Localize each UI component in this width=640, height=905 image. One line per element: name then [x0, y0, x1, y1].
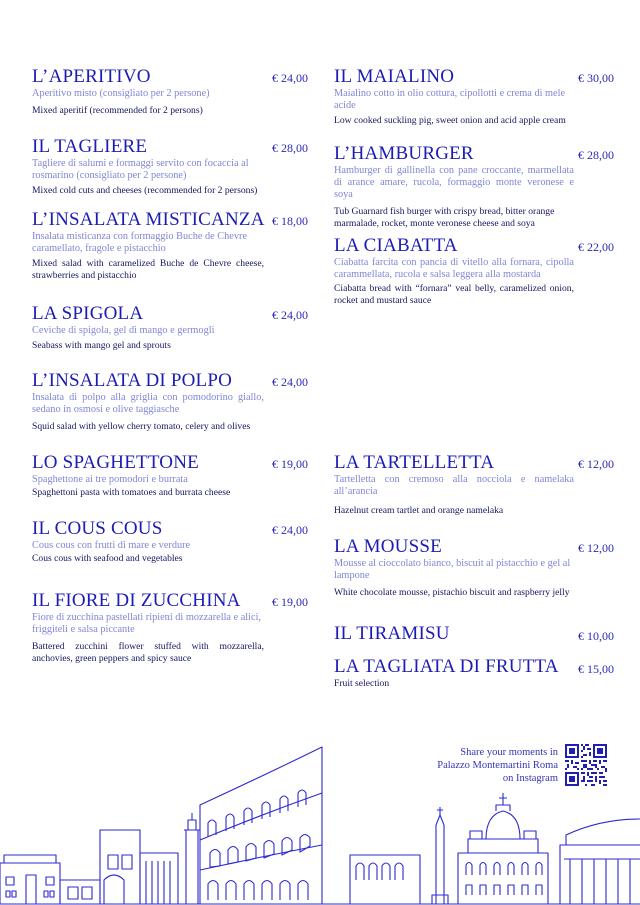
item-description-it: Fiore di zucchina pastellati ripieni di mozzarella e alici, friggiteli e salsa piccante [32, 612, 262, 635]
instagram-line: Palazzo Montemartini Roma [437, 760, 558, 771]
item-description-it: Insalata misticanza con formaggio Buche de Chevre caramellato, fragole e pistacchio [32, 231, 248, 254]
item-description-en: Tub Guarnard fish burger with crispy bread, bitter orange marmalade, rocket, monte veronese cheese and soya [334, 206, 555, 229]
item-price: € 24,00 [272, 71, 308, 85]
item-description-en: White chocolate mousse, pistachio biscuit and raspberry jelly [334, 587, 570, 598]
menu-item-maialino [334, 66, 614, 127]
menu-item-spigola [32, 303, 308, 352]
item-description-it: Insalata di polpo alla griglia con pomodorino giallo, sedano in osmosi e olive taggiasche [32, 392, 264, 415]
item-title: LO SPAGHETTONE [32, 452, 199, 473]
menu-item-tartelletta [334, 452, 614, 517]
item-description-en: Hazelnut cream tartlet and orange namelaka [334, 505, 504, 516]
item-price: € 15,00 [578, 662, 614, 676]
item-price: € 19,00 [272, 457, 308, 471]
item-description-en: Low cooked suckling pig, sweet onion and acid apple cream [334, 115, 566, 126]
item-description-it: Tagliere di salumi e formaggi servito con focaccia al rosmarino (consigliato per 2 persone) [32, 158, 249, 181]
item-description-it: Maialino cotto in olio cottura, cipollotti e crema di mele acide [334, 88, 566, 111]
item-title: IL MAIALINO [334, 66, 455, 87]
item-price: € 28,00 [272, 141, 308, 155]
item-price: € 30,00 [578, 71, 614, 85]
rome-skyline-illustration [0, 735, 640, 905]
item-price: € 24,00 [272, 308, 308, 322]
item-description-en: Fruit selection [334, 678, 390, 689]
menu-item-insalata-misticanza [32, 209, 308, 282]
menu-item-tiramisu [334, 623, 614, 644]
item-description-en: Spaghettoni pasta with tomatoes and burrata cheese [32, 487, 231, 498]
instagram-line: on Instagram [502, 773, 558, 784]
item-description-en: Ciabatta bread with “fornara” veal belly, caramelized onion, rocket and mustard sauce [334, 283, 574, 306]
item-title: IL TAGLIERE [32, 136, 148, 157]
item-description-it: Tartelletta con cremoso alla nocciola e namelaka all’arancia [334, 474, 574, 497]
item-description-en: Seabass with mango gel and sprouts [32, 340, 171, 351]
item-title: LA TAGLIATA DI FRUTTA [334, 656, 559, 677]
item-price: € 22,00 [578, 240, 614, 254]
menu-item-cous-cous [32, 518, 308, 565]
item-description-en: Squid salad with yellow cherry tomato, celery and olives [32, 421, 251, 432]
menu-item-mousse [334, 536, 614, 599]
item-price: € 28,00 [578, 148, 614, 162]
item-price: € 12,00 [578, 457, 614, 471]
menu-item-spaghettone [32, 452, 308, 499]
item-title: L’APERITIVO [32, 66, 151, 87]
item-price: € 24,00 [272, 375, 308, 389]
item-description-it: Cous cous con frutti di mare e verdure [32, 540, 191, 551]
item-description-en: Battered zucchini flower stuffed with mozzarella, anchovies, green peppers and spicy sauce [32, 641, 264, 664]
menu-item-fiore-zucchina [32, 590, 308, 665]
item-price: € 12,00 [578, 541, 614, 555]
item-description-it: Aperitivo misto (consigliato per 2 persone) [32, 88, 210, 99]
item-price: € 18,00 [272, 214, 308, 228]
item-title: LA TARTELLETTA [334, 452, 495, 473]
menu-item-tagliere [32, 136, 308, 197]
item-title: L’INSALATA DI POLPO [32, 370, 233, 391]
item-title: LA CIABATTA [334, 235, 458, 256]
item-description-en: Cous cous with seafood and vegetables [32, 553, 183, 564]
menu-item-tagliata-frutta [334, 656, 614, 690]
menu-item-aperitivo [32, 66, 308, 117]
item-title: LA MOUSSE [334, 536, 442, 557]
menu-item-ciabatta [334, 235, 614, 307]
item-title: IL COUS COUS [32, 518, 163, 539]
item-price: € 24,00 [272, 523, 308, 537]
item-description-it: Ceviche di spigola, gel di mango e germogli [32, 325, 215, 336]
item-title: IL FIORE DI ZUCCHINA [32, 590, 241, 611]
item-description-it: Hamburger di gallinella con pane croccante, marmellata di arance amare, rucola, formaggio monte veronese e soya [334, 165, 574, 200]
instagram-line: Share your moments in [460, 747, 558, 758]
item-title: L’HAMBURGER [334, 143, 474, 164]
item-price: € 19,00 [272, 595, 308, 609]
menu-item-hamburger [334, 143, 614, 230]
item-description-en: Mixed salad with caramelized Buche de Chevre cheese, strawberries and pistacchio [32, 258, 264, 281]
menu-item-insalata-polpo [32, 370, 308, 433]
item-description-it: Ciabatta farcita con pancia di vitello alla fornara, cipolla carammellata, rucola e salsa leggera alla mostarda [334, 257, 574, 280]
item-description-it: Mousse al cioccolato bianco, biscuit al pistacchio e gel al lampone [334, 558, 571, 581]
item-description-it: Spaghettone ai tre pomodori e burrata [32, 474, 188, 485]
item-title: LA SPIGOLA [32, 303, 144, 324]
item-title: IL TIRAMISU [334, 623, 450, 644]
item-price: € 10,00 [578, 629, 614, 643]
item-title: L’INSALATA MISTICANZA [32, 209, 265, 230]
item-description-en: Mixed cold cuts and cheeses (recommended for 2 persons) [32, 185, 258, 196]
item-description-en: Mixed aperitif (recommended for 2 persons) [32, 105, 203, 116]
